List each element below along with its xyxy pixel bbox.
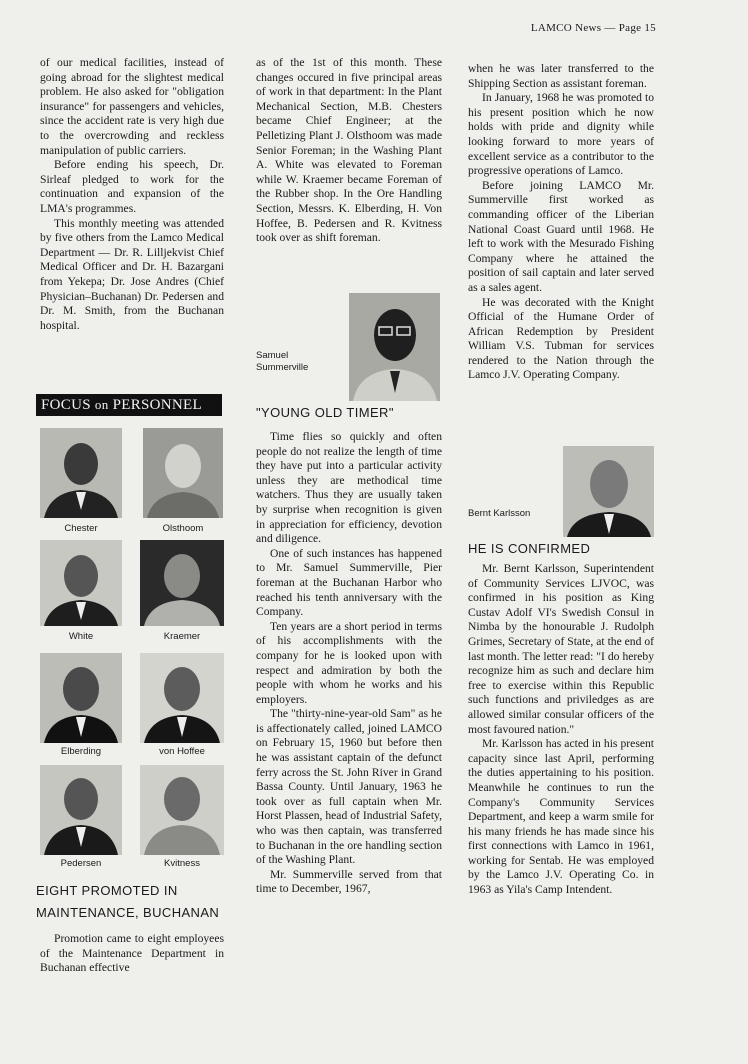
young-old-timer-body <box>256 430 442 897</box>
caption-elberding: Elberding <box>60 746 102 757</box>
samuel-summerville-caption <box>256 350 308 374</box>
yot-paragraph-4: The "thirty-nine-year-old Sam" as he is affectionately called, joined LAMCO on February 15, 1960 but before then he was assistant captain of the defunct ferry across the St. John River in Grand Bassa County. Until January, 1963 he took over as full captain when Mr. Horst Plassen, head of Industrial Safety, who was then captain, was transferred to Buchanan in the ore handling section of the Washing Plant. <box>256 707 442 867</box>
person-silhouette-icon <box>40 765 122 855</box>
eight-promoted-heading <box>36 880 219 924</box>
column-1-text <box>40 56 224 333</box>
focus-on-personnel-banner <box>36 394 222 416</box>
caption-kvitness: Kvitness <box>164 858 200 869</box>
banner-personnel-word: PERSONNEL <box>112 397 202 413</box>
samuel-caption-line1: Samuel <box>256 350 289 361</box>
caption-pedersen: Pedersen <box>60 858 102 869</box>
portrait-kraemer <box>140 540 224 626</box>
young-old-timer-heading: "YOUNG OLD TIMER" <box>256 405 394 420</box>
column-3-text <box>468 62 654 383</box>
eight-promoted-heading-line1: EIGHT PROMOTED IN <box>36 883 178 898</box>
person-silhouette-icon <box>40 540 122 626</box>
caption-kraemer: Kraemer <box>163 631 201 642</box>
person-silhouette-icon <box>140 540 224 626</box>
person-silhouette-icon <box>349 293 440 401</box>
eight-promoted-paragraph: Promotion came to eight employees of the Maintenance Department in Buchanan effective <box>40 932 224 975</box>
portrait-white <box>40 540 122 626</box>
c3-paragraph-4: He was decorated with the Knight Official of the Humane Order of African Redemption by President William V.S. Tubman for services rendered to the Nation through the Lamco J.V. Operating Company. <box>468 295 654 382</box>
page-header: LAMCO News — Page 15 <box>530 22 656 34</box>
eight-promoted-body <box>40 932 224 976</box>
portrait-bernt-karlsson <box>563 446 654 537</box>
yot-paragraph-3: Ten years are a short period in terms of his accomplishments with the company for he is looked upon with respect and admiration by both the people with whom he works and his employers. <box>256 619 442 706</box>
caption-chester: Chester <box>64 523 98 534</box>
caption-white: White <box>68 631 94 642</box>
person-silhouette-icon <box>143 428 223 518</box>
banner-focus-word: FOCUS <box>41 397 91 413</box>
yot-paragraph-1: Time flies so quickly and often people do not realize the length of time they have put into a particular activity unless they are methodical time watchers. Thus they are usually taken by surprise when recognition is given in appreciation for efficiency, devotion and diligence. <box>256 430 442 546</box>
sirleaf-pledge-paragraph: Before ending his speech, Dr. Sirleaf pledged to work for the continuation and expansion of the LMA's programmes. <box>40 158 224 215</box>
portrait-kvitness <box>140 765 224 855</box>
caption-olsthoom: Olsthoom <box>162 523 204 534</box>
caption-von-hoffee: von Hoffee <box>159 746 205 757</box>
person-silhouette-icon <box>140 765 224 855</box>
confirmed-paragraph-1: Mr. Bernt Karlsson, Superintendent of Community Services LJVOC, was confirmed in his position as King Custav Adolf VI's Swedish Consul in Nimba by the honourable J. Rudolph Grimes, Secretary of State, at the end of last month. The letter read: "I do hereby recognize him as such and declare him free to exercise within this Republic such functions and priviledges as are allowed similar consular officers of the most favoured nation." <box>468 562 654 736</box>
portrait-von-hoffee <box>140 653 224 743</box>
c3-paragraph-3: Before joining LAMCO Mr. Summerville first worked as commanding officer of the Liberian National Coast Guard until 1968. He left to work with the Mesurado Fishing Company where he attained the position of sail captain and later served as a sales agent. <box>468 178 654 294</box>
he-is-confirmed-heading: HE IS CONFIRMED <box>468 541 591 556</box>
meeting-attendance-paragraph: This monthly meeting was attended by five others from the Lamco Medical Department — Dr. R. Lilljekvist Chief Medical Officer and Dr. H. Bazargani from Yekepa; Dr. Jose Andres (Chief Physician–Buchanan) Dr. Pedersen and Dr. M. Smith, from the Buchanan hospital. <box>40 216 224 332</box>
person-silhouette-icon <box>563 446 654 537</box>
confirmed-paragraph-2: Mr. Karlsson has acted in his present capacity since last April, performing the duties appertaining to his position. Meanwhile he continues to run the Company's Community Services Department, and keep a warm smile for his many friends he has made since his first connections with Lamco in 1961, working for Sentab. He was employed by the Lamco J.V. Operating Co. in 1963 as Yila's Camp Intendent. <box>468 737 654 897</box>
yot-paragraph-2: One of such instances has happened to Mr. Samuel Summerville, Pier foreman at the Buchanan Harbor who reached his tenth anniversary with the Company. <box>256 546 442 619</box>
column-2-text <box>256 56 442 246</box>
person-silhouette-icon <box>40 653 122 743</box>
bernt-karlsson-caption: Bernt Karlsson <box>468 508 531 519</box>
c3-paragraph-1: when he was later transferred to the Shipping Section as assistant foreman. <box>468 62 654 90</box>
portrait-samuel-summerville <box>349 293 440 401</box>
samuel-caption-line2: Summerville <box>256 362 309 373</box>
eight-promoted-heading-line2: MAINTENANCE, BUCHANAN <box>36 905 220 920</box>
promotions-continued-paragraph: as of the 1st of this month. These changes occured in five principal areas of work in that department: In the Plant Mechanical Section, M.B. Chesters became Chief Engineer; at the Pelletizing Plant J. Olsthoom was made Senior Foreman; in the Washing Plant A. White was elevated to Foreman while W. Kraemer became Foreman of the Rubber shop. In the Ore Handling Section, Messrs. K. Elberding, H. Von Hoffee, B. Pedersen and R. Kvitness took over as shift foreman. <box>256 56 442 245</box>
portrait-pedersen <box>40 765 122 855</box>
portrait-elberding <box>40 653 122 743</box>
medical-facilities-paragraph: of our medical facilities, instead of going abroad for the slightest medical problem. He also asked for "obligation insurance" for passengers and vehicles, since the accident rate is very high due to the overcrowding and reckless manipulation of public carriers. <box>40 56 224 157</box>
he-is-confirmed-body <box>468 562 654 898</box>
portrait-chester <box>40 428 122 518</box>
person-silhouette-icon <box>140 653 224 743</box>
person-silhouette-icon <box>40 428 122 518</box>
yot-paragraph-5: Mr. Summerville served from that time to December, 1967, <box>256 867 442 896</box>
c3-paragraph-2: In January, 1968 he was promoted to his present position which he now holds with pride and dignity while looking forward to more years of excellent service as a contributor to the progressive operations of Lamco. <box>468 91 654 178</box>
banner-on-word: on <box>94 397 109 412</box>
portrait-olsthoom <box>143 428 223 518</box>
